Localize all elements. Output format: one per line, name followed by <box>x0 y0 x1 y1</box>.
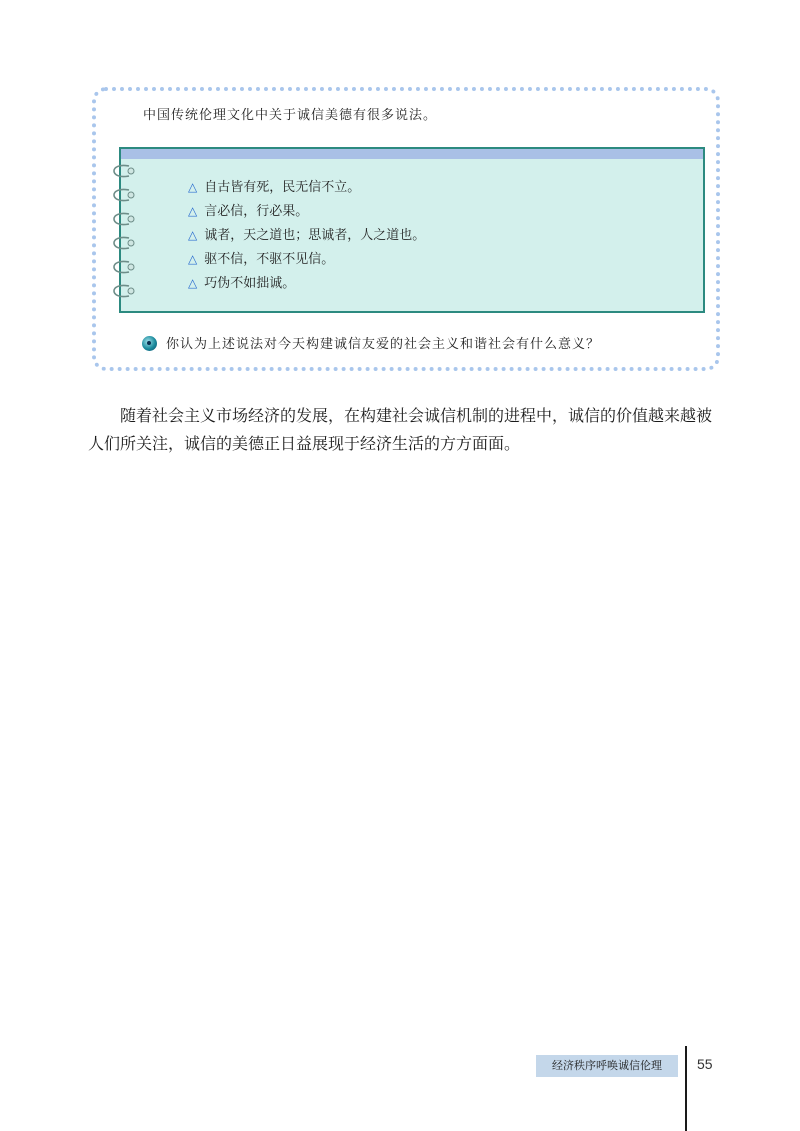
footer-divider <box>685 1046 687 1131</box>
list-item: △ 巧伪不如拙诚。 <box>188 276 296 291</box>
list-item: △ 诚者，天之道也；思诚者，人之道也。 <box>188 228 426 243</box>
body-paragraph: 随着社会主义市场经济的发展，在构建社会诚信机制的进程中，诚信的价值越来越被人们所关注，诚信的美德正日益展现于经济生活的方方面面。 <box>88 406 713 453</box>
page-number: 55 <box>697 1056 713 1072</box>
triangle-bullet-icon: △ <box>188 180 198 194</box>
list-item: △ 驱不信，不驱不见信。 <box>188 252 335 267</box>
triangle-bullet-icon: △ <box>188 276 198 290</box>
list-item: △ 言必信，行必果。 <box>188 204 309 219</box>
triangle-bullet-icon: △ <box>188 228 198 242</box>
sayings-list <box>188 178 425 298</box>
spiral-binding-icon <box>107 160 139 310</box>
notebook-header-strip <box>121 149 703 159</box>
discussion-question: 你认为上述说法对今天构建诚信友爱的社会主义和谐社会有什么意义？ <box>142 333 600 352</box>
activity-intro: 中国传统伦理文化中关于诚信美德有很多说法。 <box>143 108 438 123</box>
chapter-tag: 经济秩序呼唤诚信伦理 <box>536 1055 678 1077</box>
triangle-bullet-icon: △ <box>188 204 198 218</box>
question-bullet-icon <box>142 336 157 351</box>
triangle-bullet-icon: △ <box>188 252 198 266</box>
list-item: △ 自古皆有死，民无信不立。 <box>188 180 361 195</box>
